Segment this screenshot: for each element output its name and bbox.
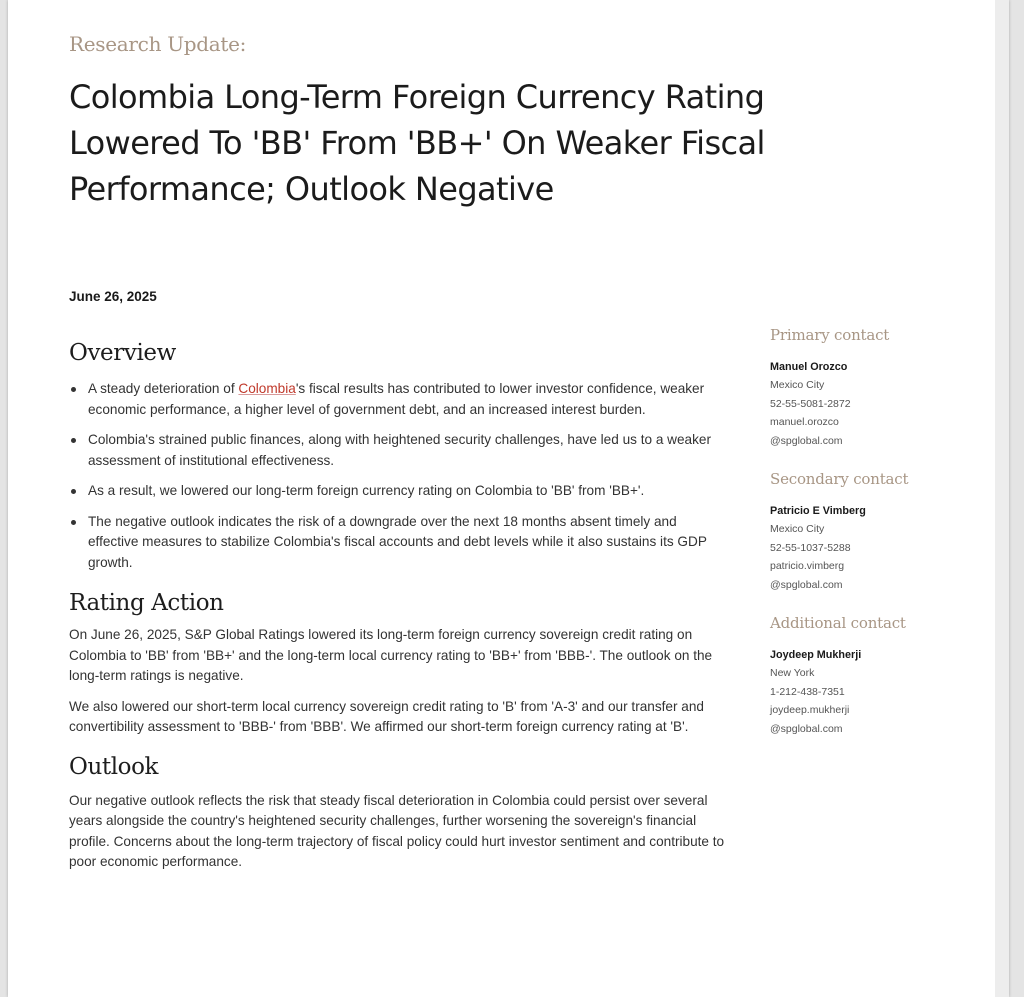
contacts-sidebar xyxy=(770,326,970,738)
page-edge-shadow xyxy=(995,0,1009,997)
overview-bullet-list xyxy=(69,379,729,573)
bullet-text-pre: A steady deterioration of xyxy=(88,381,239,396)
bullet-text: Colombia's strained public finances, along with heightened security challenges, have led us to a weaker assessment of institutional effectiveness. xyxy=(88,432,711,468)
bullet-text: The negative outlook indicates the risk of a downgrade over the next 18 months absent timely and effective measures to stabilize Colombia's fiscal accounts and debt levels while it also sustains its GDP growth. xyxy=(88,513,707,570)
contact-name: Joydeep Mukherji xyxy=(770,649,862,661)
contact-heading: Primary contact xyxy=(770,326,890,344)
contact-heading: Secondary contact xyxy=(770,470,909,488)
contact-block-primary xyxy=(770,326,970,450)
bullet-text: As a result, we lowered our long-term foreign currency rating on Colombia to 'BB' from 'BB+'. xyxy=(88,483,645,498)
overview-bullet xyxy=(69,512,729,574)
contact-block-additional xyxy=(770,614,970,738)
rating-action-paragraph: On June 26, 2025, S&P Global Ratings lowered its long-term foreign currency sovereign credit rating on Colombia to 'BB' from 'BB+' and the long-term local currency rating to 'BB+' from 'BBB-'. The outlook on the long-term ratings is negative. xyxy=(69,627,713,683)
bullet-icon xyxy=(71,387,76,392)
overview-heading: Overview xyxy=(69,340,176,366)
bullet-icon xyxy=(71,438,76,443)
rating-action-heading: Rating Action xyxy=(69,590,224,616)
contact-heading: Additional contact xyxy=(770,614,906,632)
contact-email-user[interactable]: joydeep.mukherji xyxy=(770,704,850,716)
overview-bullet xyxy=(69,379,729,420)
contact-phone[interactable]: 52-55-1037-5288 xyxy=(770,541,851,554)
contact-email-domain[interactable]: @spglobal.com xyxy=(770,578,843,591)
contact-city: Mexico City xyxy=(770,523,825,535)
document-kicker: Research Update: xyxy=(69,32,247,56)
contact-name: Manuel Orozco xyxy=(770,361,848,373)
overview-bullet xyxy=(69,430,729,471)
contact-block-secondary xyxy=(770,470,970,594)
bullet-icon xyxy=(71,489,76,494)
contact-email-user[interactable]: patricio.vimberg xyxy=(770,560,845,572)
rating-action-paragraph: We also lowered our short-term local currency sovereign credit rating to 'B' from 'A-3' and our transfer and convertibility assessment to 'BBB-' from 'BBB'. We affirmed our short-term foreign currency rating at 'B'. xyxy=(69,698,704,734)
contact-city: Mexico City xyxy=(770,379,825,391)
colombia-link[interactable]: Colombia xyxy=(238,381,296,396)
contact-email-domain[interactable]: @spglobal.com xyxy=(770,722,843,735)
bullet-icon xyxy=(71,520,76,525)
document-page xyxy=(8,0,1009,997)
contact-phone[interactable]: 52-55-5081-2872 xyxy=(770,397,851,410)
contact-email-domain[interactable]: @spglobal.com xyxy=(770,434,843,447)
outlook-heading: Outlook xyxy=(69,753,159,780)
overview-bullet xyxy=(69,481,729,502)
bullet-text-post: 's fiscal results has contributed to lower investor confidence, weaker economic performance, a higher level of government debt, and an increased interest burden. xyxy=(88,381,705,417)
contact-phone[interactable]: 1-212-438-7351 xyxy=(770,685,845,698)
contact-city: New York xyxy=(770,667,815,679)
outlook-paragraph: Our negative outlook reflects the risk that steady fiscal deterioration in Colombia could persist over several years alongside the country's heightened security challenges, further worsening the sovereign's financial profile. Concerns about the long-term trajectory of fiscal policy could hurt investor sentiment and contribute to poor economic performance. xyxy=(69,792,725,869)
contact-name: Patricio E Vimberg xyxy=(770,505,866,517)
contact-email-user[interactable]: manuel.orozco xyxy=(770,416,839,428)
document-title: Colombia Long-Term Foreign Currency Rating Lowered To 'BB' From 'BB+' On Weaker Fiscal Performance; Outlook Negative xyxy=(69,78,765,208)
publication-date: June 26, 2025 xyxy=(69,289,157,304)
main-content xyxy=(69,340,729,873)
